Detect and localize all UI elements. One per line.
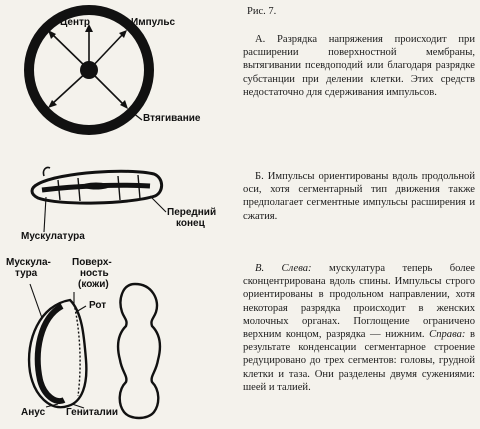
segmented-body-outline <box>118 284 160 418</box>
label-surface-2: ность <box>80 268 109 279</box>
body-left-diagram <box>29 284 86 408</box>
arrow-upper-right <box>89 33 124 70</box>
body-right-diagram <box>118 284 160 418</box>
worm-diagram <box>32 167 166 232</box>
arrow-lower-left <box>52 70 89 104</box>
label-musculature-2b: тура <box>15 268 38 279</box>
caption-c-right-label: Справа: <box>429 329 466 341</box>
figure-number: Рис. 7. <box>247 6 277 17</box>
worm-segment <box>78 178 80 201</box>
arrow-lower-right <box>89 70 124 105</box>
front-end-pointer <box>150 196 166 212</box>
label-anus: Анус <box>21 407 46 418</box>
back-musculature <box>38 306 64 401</box>
worm-segment <box>138 175 140 199</box>
label-front-end-1: Передний <box>167 207 217 218</box>
worm-front-curl <box>43 167 50 176</box>
label-retraction: Втягивание <box>143 113 201 124</box>
label-surface-3: (кожи) <box>78 279 109 290</box>
worm-segment <box>58 180 60 200</box>
label-impulse: Импульс <box>131 17 176 28</box>
musculature-pointer <box>44 197 46 232</box>
label-center: Центр <box>60 17 91 28</box>
caption-a: А. Разрядка напряжения происходит при расширении поверхностной мембраны, вытягивании псевдоподий или благодаря разрядке субстанции при делении клетки. Этих средств недостаточно для сдерживания импульсов. <box>243 34 475 98</box>
caption-b: Б. Импульсы ориентированы вдоль продольной оси, хотя сегментарный тип движения также предполагает сегментные импульсы расширения и сжатия. <box>243 171 475 222</box>
caption-c-right-text: в результате конденсации сегментарное строение редуцировано до трех сегментов: головы, грудной клетки и таза. Они разделены двумя сужениями: шеей и талией. <box>243 329 475 393</box>
worm-center <box>82 183 110 190</box>
cell-diagram <box>29 10 149 130</box>
caption-c-left-text: мускулатура теперь более сконцентрирована вдоль спины. Импульсы строго ориентированы в продольном направлении, хотя некоторая разрядка происходит в женских молочных органах. Поглощение ограничено верхним концом, разрядка — нижним. <box>243 263 476 341</box>
musculature-2-pointer <box>30 284 42 318</box>
label-mouth: Рот <box>89 300 107 311</box>
caption-c-left-label: В. Слева: <box>255 263 312 274</box>
label-musculature-2a: Мускула- <box>6 257 51 268</box>
label-genitals: Гениталии <box>66 407 119 418</box>
label-musculature: Мускулатура <box>21 231 85 242</box>
arrow-upper-left <box>52 34 89 70</box>
label-front-end-2: конец <box>176 218 205 229</box>
caption-c <box>243 262 475 394</box>
worm-segment <box>118 176 120 200</box>
label-surface-1: Поверх- <box>72 257 112 268</box>
